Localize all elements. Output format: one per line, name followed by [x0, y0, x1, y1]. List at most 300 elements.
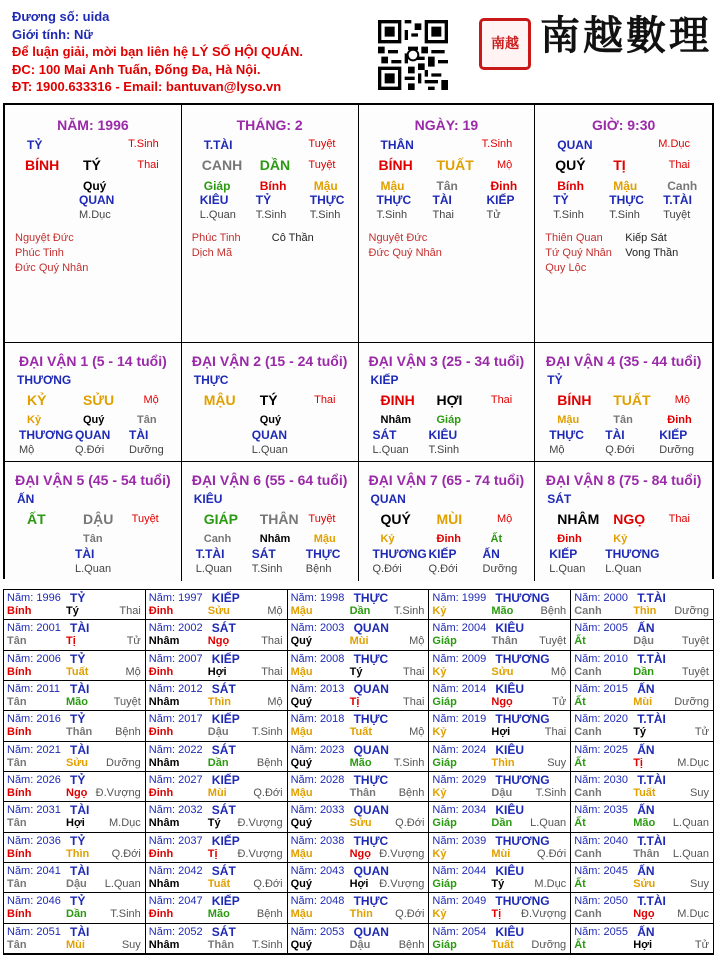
- dv-hidden-stage: Dưỡng: [482, 563, 518, 575]
- year-stage: Suy: [690, 878, 709, 890]
- pillar-cell: [5, 105, 182, 343]
- year-cell: [146, 651, 288, 681]
- year-stage: Đ.Vượng: [521, 908, 567, 921]
- year-stem: Kỷ: [432, 665, 447, 678]
- year-ten-god: SÁT: [211, 682, 236, 696]
- year-ten-god: ẤN: [637, 621, 655, 636]
- year-branch: Mão: [491, 605, 514, 617]
- pillar-branch: DẦN: [259, 157, 291, 173]
- year-number: 2046: [36, 895, 61, 908]
- dv-branch: SỬU: [83, 392, 115, 408]
- dv-stage: Mộ: [674, 394, 690, 406]
- year-cell: [4, 863, 146, 893]
- hidden-ten-god: THỰC: [609, 193, 644, 207]
- year-stage: Tử: [126, 635, 141, 648]
- year-number: 2044: [461, 865, 487, 877]
- year-branch: Mão: [207, 908, 230, 921]
- year-cell: [288, 742, 430, 772]
- year-branch: Dậu: [349, 938, 371, 951]
- year-stem: Canh: [574, 726, 602, 739]
- year-branch: Tị: [633, 756, 643, 769]
- year-stage: M.Dục: [677, 908, 709, 921]
- year-number: 2006: [36, 652, 61, 665]
- year-stage: Suy: [547, 756, 567, 769]
- year-ten-god: T.TÀI: [637, 773, 666, 787]
- year-stem: Giáp: [432, 756, 457, 769]
- year-label: [291, 774, 345, 786]
- year-branch: Thân: [633, 847, 660, 860]
- year-stem: Bính: [7, 726, 32, 739]
- year-ten-god: TỶ: [70, 712, 86, 727]
- year-label: [7, 926, 61, 938]
- year-stage: Q.Đới: [253, 787, 283, 799]
- year-prefix: Năm:: [7, 622, 37, 635]
- dv-stage: Mộ: [496, 513, 513, 525]
- year-label: [7, 683, 60, 695]
- year-label: [291, 653, 345, 665]
- year-stem: Mậu: [290, 605, 313, 617]
- dv-stage: Thai: [314, 394, 336, 406]
- star-name-2: Vong Thần: [625, 247, 679, 259]
- year-branch: Thân: [207, 938, 235, 951]
- year-number: 2041: [36, 865, 61, 877]
- star-row: [15, 261, 95, 276]
- year-ten-god: THƯƠNG: [495, 712, 550, 727]
- year-ten-god: ẤN: [637, 864, 655, 878]
- year-label: [7, 622, 61, 634]
- year-cell: [429, 863, 571, 893]
- year-cell: [146, 772, 288, 802]
- star-name: Tứ Quý Nhân: [545, 247, 612, 259]
- dai-van-title: ĐẠI VẬN 3 (25 - 34 tuổi): [368, 353, 525, 369]
- year-cell: [288, 711, 430, 741]
- year-stem: Nhâm: [148, 756, 180, 769]
- year-prefix: Năm:: [290, 713, 320, 726]
- pillar-stage: M.Dục: [658, 138, 690, 150]
- star-name: Quy Lộc: [545, 262, 587, 274]
- year-stem: Tân: [7, 878, 27, 890]
- year-label: [291, 744, 345, 756]
- year-stem: Bính: [7, 605, 32, 617]
- year-ten-god: KIÊU: [495, 682, 525, 696]
- year-number: 1996: [36, 592, 61, 604]
- year-prefix: Năm:: [290, 592, 320, 604]
- year-number: 2004: [461, 622, 487, 635]
- dai-van-cell: [359, 462, 536, 581]
- star-row: [192, 246, 314, 261]
- year-stage: M.Dục: [109, 817, 141, 830]
- year-prefix: Năm:: [148, 652, 179, 665]
- year-prefix: Năm:: [432, 683, 462, 695]
- chart-header: [12, 8, 303, 96]
- year-branch: Sửu: [66, 756, 89, 769]
- year-label: [7, 774, 61, 786]
- year-stem: Tân: [7, 635, 27, 648]
- dv-hidden-stage: T.Sinh: [251, 563, 283, 575]
- year-branch: Sửu: [349, 817, 372, 830]
- year-branch: Tý: [633, 726, 647, 739]
- year-number: 2019: [461, 713, 487, 726]
- year-branch: Thân: [66, 726, 93, 739]
- year-prefix: Năm:: [7, 865, 37, 877]
- year-stem: Quý: [290, 878, 312, 890]
- year-cell: [146, 711, 288, 741]
- year-cell: [4, 833, 146, 863]
- chart-grid: [3, 103, 714, 579]
- pillar-cell: [359, 105, 536, 343]
- year-number: 2009: [461, 652, 487, 665]
- year-prefix: Năm:: [574, 652, 604, 665]
- year-stem: Mậu: [290, 908, 313, 921]
- dv-hidden-stem: Kỷ: [27, 414, 42, 426]
- year-branch: Tị: [66, 635, 76, 648]
- dv-hidden-ten-god: TÀI: [605, 428, 625, 442]
- year-stem: Kỷ: [432, 726, 447, 739]
- year-branch: Dần: [66, 908, 87, 921]
- dv-hidden-stem: Nhâm: [259, 533, 291, 545]
- year-stem: Ất: [574, 938, 586, 951]
- year-stem: Nhâm: [148, 696, 180, 708]
- year-prefix: Năm:: [290, 865, 320, 877]
- year-label: [291, 683, 345, 695]
- pillar-cell: [535, 105, 712, 343]
- year-label: [432, 926, 486, 938]
- year-number: 2034: [461, 804, 487, 817]
- dv-hidden-stage: Q.Đới: [75, 444, 105, 456]
- year-label: [432, 774, 486, 786]
- year-cell: [288, 802, 430, 832]
- year-ten-god: TỶ: [70, 773, 86, 787]
- year-branch: Mùi: [66, 938, 85, 951]
- year-label: [432, 865, 486, 877]
- dv-ten-god: ẤN: [17, 492, 35, 506]
- year-cell: [146, 620, 288, 650]
- pillar-ten-god: THÂN: [380, 138, 414, 152]
- year-prefix: Năm:: [148, 713, 179, 726]
- year-stage: Bệnh: [398, 787, 425, 799]
- year-number: 2043: [319, 865, 345, 877]
- pillar-stem: CANH: [201, 157, 243, 173]
- dv-hidden-ten-god: KIẾP: [549, 547, 578, 561]
- year-branch: Ngọ: [66, 787, 88, 799]
- dv-branch: MÙI: [436, 511, 463, 527]
- star-name: Phúc Tinh: [191, 232, 241, 244]
- year-cell: [429, 651, 571, 681]
- year-label: [432, 895, 486, 907]
- dv-hidden-stage: L.Quan: [549, 563, 586, 575]
- year-number: 2033: [319, 804, 345, 817]
- year-stem: Quý: [290, 696, 312, 708]
- year-cell: [4, 681, 146, 711]
- dv-hidden-ten-god: THƯƠNG: [605, 547, 660, 561]
- year-ten-god: THƯƠNG: [495, 773, 550, 787]
- star-row: [545, 246, 678, 261]
- year-ten-god: SÁT: [211, 864, 236, 878]
- dv-hidden-ten-god: THỰC: [305, 547, 341, 561]
- dv-stem: QUÝ: [380, 511, 411, 527]
- dai-van-title: ĐẠI VẬN 6 (55 - 64 tuổi): [191, 472, 348, 488]
- pillar-cell: [182, 105, 359, 343]
- year-cell: [571, 711, 713, 741]
- year-branch: Tý: [207, 817, 221, 830]
- year-ten-god: KIÊU: [495, 803, 525, 818]
- year-number: 2029: [461, 774, 487, 786]
- year-prefix: Năm:: [7, 743, 37, 756]
- dv-hidden-ten-god: THƯƠNG: [19, 428, 74, 442]
- dv-ten-god: QUAN: [370, 492, 406, 506]
- dv-hidden-stem: Tân: [83, 533, 103, 545]
- year-branch: Thìn: [633, 605, 657, 617]
- year-number: 2018: [319, 713, 345, 726]
- year-stage: Tuyệt: [113, 696, 141, 708]
- year-prefix: Năm:: [290, 895, 320, 908]
- year-stage: Tử: [694, 726, 709, 739]
- year-branch: Mão: [349, 756, 372, 769]
- year-ten-god: THƯƠNG: [495, 894, 550, 909]
- dv-hidden-ten-god: QUAN: [75, 428, 111, 442]
- year-label: [149, 592, 203, 604]
- year-cell: [288, 863, 430, 893]
- year-cell: [4, 651, 146, 681]
- hidden-stem: Đinh: [490, 179, 518, 193]
- year-stage: Suy: [121, 938, 141, 951]
- dv-hidden-stem: Quý: [259, 414, 282, 426]
- year-label: [149, 653, 203, 665]
- year-branch: Tị: [207, 847, 218, 860]
- year-stem: Giáp: [432, 878, 457, 890]
- year-ten-god: ẤN: [637, 742, 655, 757]
- year-prefix: Năm:: [290, 683, 320, 695]
- year-label: [574, 744, 628, 756]
- star-name: Đức Quý Nhân: [15, 262, 89, 274]
- year-stage: Đ.Vượng: [237, 817, 283, 830]
- year-prefix: Năm:: [148, 834, 179, 847]
- year-stem: Tân: [7, 756, 27, 769]
- year-prefix: Năm:: [290, 652, 320, 665]
- dai-van-cell: [359, 343, 536, 462]
- year-ten-god: ẤN: [637, 803, 655, 818]
- year-number: 2036: [36, 834, 61, 847]
- pillar-title: NGÀY: 19: [414, 117, 479, 133]
- year-stage: Bệnh: [398, 938, 425, 951]
- hidden-stage: Tuyệt: [663, 209, 691, 221]
- year-cell: [146, 833, 288, 863]
- year-stem: Quý: [290, 756, 312, 769]
- contact-phone-email: ĐT: 1900.633316 - Email: bantuvan@lyso.vn: [12, 79, 282, 94]
- year-stem: Quý: [290, 635, 312, 648]
- dv-hidden-stage: Mộ: [549, 444, 565, 456]
- seal-stamp: 南越: [479, 18, 531, 70]
- year-label: [7, 744, 61, 756]
- year-label: [291, 592, 345, 604]
- year-number: 2022: [178, 743, 203, 756]
- owner-gender: Giới tính: Nữ: [12, 26, 93, 42]
- year-stem: Giáp: [432, 635, 457, 648]
- dv-branch: TÝ: [259, 392, 278, 408]
- year-label: [149, 804, 203, 816]
- star-row: [545, 231, 678, 246]
- pillar-ten-god: TỶ: [27, 138, 43, 152]
- year-cell: [288, 924, 430, 954]
- year-branch: Thìn: [66, 847, 90, 860]
- year-prefix: Năm:: [290, 804, 320, 817]
- hidden-ten-god: KIÊU: [199, 193, 229, 207]
- year-ten-god: SÁT: [211, 924, 236, 939]
- year-cell: [288, 620, 430, 650]
- year-stem: Mậu: [290, 847, 313, 860]
- year-stage: Tuyệt: [681, 635, 709, 648]
- pillar-title: GIỜ: 9:30: [591, 117, 656, 133]
- dv-hidden-stem: Đinh: [436, 533, 461, 545]
- star-name: Thiên Quan: [545, 232, 603, 244]
- year-label: [7, 865, 61, 877]
- year-branch: Thìn: [491, 756, 515, 769]
- year-label: [574, 622, 628, 634]
- year-stage: T.Sinh: [110, 908, 141, 921]
- year-number: 2047: [178, 895, 203, 908]
- dv-hidden-ten-god: KIÊU: [428, 428, 458, 442]
- year-ten-god: TỶ: [70, 651, 86, 666]
- year-prefix: Năm:: [7, 804, 37, 817]
- year-prefix: Năm:: [574, 592, 604, 604]
- year-prefix: Năm:: [432, 743, 462, 756]
- year-ten-god: ẤN: [637, 924, 655, 939]
- year-number: 1999: [461, 592, 487, 604]
- year-branch: Sửu: [633, 878, 656, 890]
- year-prefix: Năm:: [7, 713, 37, 726]
- year-stem: Quý: [290, 938, 312, 951]
- year-stem: Ất: [574, 756, 586, 769]
- year-ten-god: THƯƠNG: [495, 651, 550, 666]
- year-label: [7, 592, 61, 604]
- year-prefix: Năm:: [7, 774, 37, 786]
- year-number: 2055: [603, 925, 629, 938]
- dv-stem: MẬU: [203, 392, 236, 408]
- year-stem: Kỷ: [432, 847, 447, 860]
- pillar-stars: [545, 231, 678, 276]
- year-branch: Tị: [491, 908, 502, 921]
- year-label: [432, 713, 486, 725]
- year-prefix: Năm:: [574, 622, 604, 635]
- year-stem: Kỷ: [432, 787, 447, 799]
- year-cell: [429, 833, 571, 863]
- hidden-stage: T.Sinh: [255, 209, 287, 221]
- year-prefix: Năm:: [148, 925, 179, 938]
- year-number: 2027: [178, 774, 203, 786]
- year-stem: Ất: [574, 878, 586, 890]
- year-cell: [571, 681, 713, 711]
- year-ten-god: TÀI: [70, 803, 90, 818]
- year-branch: Hợi: [207, 665, 227, 678]
- year-number: 2014: [461, 683, 487, 695]
- year-prefix: Năm:: [574, 743, 604, 756]
- year-prefix: Năm:: [574, 804, 604, 817]
- year-number: 2039: [461, 834, 487, 847]
- year-branch: Tý: [66, 605, 79, 617]
- year-stage: T.Sinh: [535, 787, 567, 799]
- dv-hidden-ten-god: TÀI: [129, 428, 149, 442]
- year-ten-god: KIẾP: [211, 833, 240, 848]
- year-label: [149, 713, 203, 725]
- year-stem: Đinh: [148, 605, 174, 617]
- year-cell: [4, 620, 146, 650]
- year-ten-god: QUAN: [353, 682, 389, 696]
- year-number: 1998: [319, 592, 345, 604]
- hidden-stage: M.Dục: [79, 209, 111, 221]
- year-branch: Sửu: [207, 605, 230, 617]
- year-stage: Q.Đới: [395, 817, 425, 830]
- year-branch: Tị: [349, 696, 360, 708]
- year-number: 2049: [461, 895, 487, 908]
- dv-hidden-stage: L.Quan: [251, 444, 288, 456]
- year-cell: [4, 590, 146, 620]
- dv-ten-god: SÁT: [547, 492, 572, 506]
- dai-van-title: ĐẠI VẬN 4 (35 - 44 tuổi): [545, 353, 702, 369]
- year-prefix: Năm:: [7, 592, 37, 604]
- year-number: 2010: [603, 652, 629, 665]
- dv-hidden-stem: Tân: [613, 414, 633, 426]
- dv-stem: BÍNH: [557, 392, 592, 408]
- year-cell: [571, 863, 713, 893]
- hidden-stage: Tử: [486, 209, 501, 221]
- dv-stem: KỶ: [27, 392, 47, 408]
- year-ten-god: QUAN: [353, 864, 389, 878]
- year-cell: [571, 802, 713, 832]
- year-stem: Đinh: [148, 787, 174, 799]
- hidden-stage: T.Sinh: [609, 209, 640, 221]
- year-cell: [146, 802, 288, 832]
- year-label: [291, 622, 345, 634]
- year-ten-god: SÁT: [211, 621, 236, 636]
- year-label: [574, 926, 628, 938]
- year-branch: Dậu: [633, 635, 654, 648]
- pillar-branch: TUẤT: [436, 157, 474, 173]
- pillar-branch: TỊ: [613, 157, 626, 173]
- year-stem: Ất: [574, 817, 586, 830]
- year-label: [149, 683, 203, 695]
- year-branch: Tuất: [66, 665, 89, 678]
- star-name: Nguyệt Đức: [368, 232, 428, 244]
- year-ten-god: T.TÀI: [637, 894, 666, 909]
- year-ten-god: KIÊU: [495, 742, 525, 757]
- year-branch: Ngọ: [491, 696, 513, 708]
- year-label: [574, 865, 628, 877]
- year-cell: [4, 893, 146, 923]
- year-number: 2025: [603, 743, 629, 756]
- year-prefix: Năm:: [7, 683, 37, 695]
- year-prefix: Năm:: [432, 713, 462, 726]
- year-label: [291, 865, 345, 877]
- year-stage: L.Quan: [672, 817, 709, 830]
- year-branch: Tý: [491, 878, 505, 890]
- year-number: 2031: [36, 804, 61, 817]
- year-branch: Tuất: [633, 787, 656, 799]
- year-cell: [146, 681, 288, 711]
- year-number: 1997: [178, 592, 203, 604]
- year-prefix: Năm:: [432, 774, 462, 786]
- year-ten-god: QUAN: [353, 742, 389, 757]
- year-cell: [4, 772, 146, 802]
- year-stage: M.Dục: [677, 756, 709, 769]
- year-number: 2037: [178, 834, 203, 847]
- year-branch: Tý: [349, 665, 363, 678]
- hidden-stem: Bính: [259, 179, 287, 193]
- dv-hidden-ten-god: SÁT: [251, 547, 276, 561]
- dv-hidden-stage: L.Quan: [195, 563, 232, 575]
- dai-van-title: ĐẠI VẬN 8 (75 - 84 tuổi): [545, 472, 702, 488]
- year-prefix: Năm:: [148, 592, 179, 604]
- year-stem: Canh: [574, 665, 602, 678]
